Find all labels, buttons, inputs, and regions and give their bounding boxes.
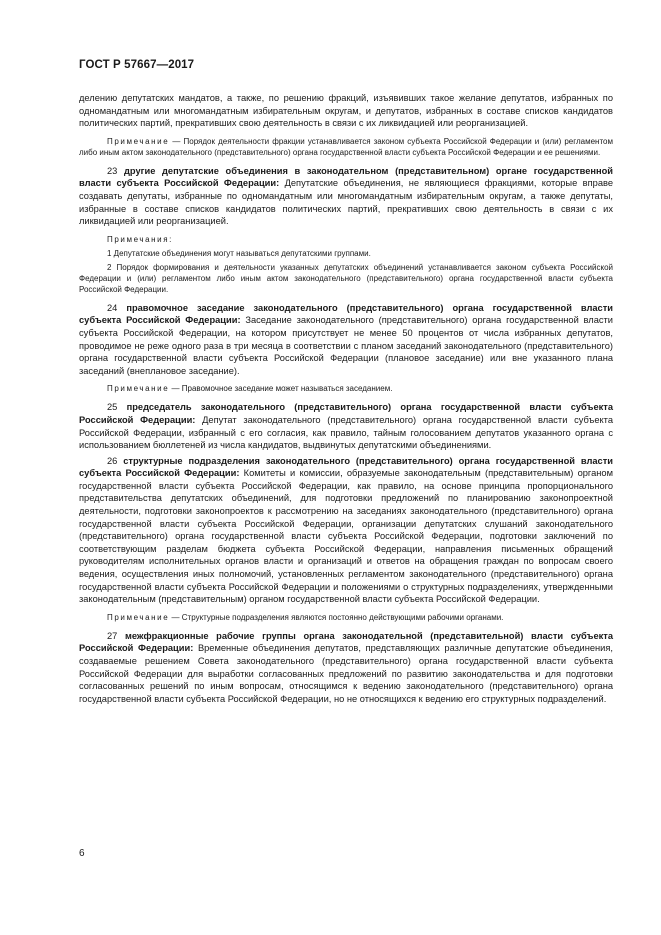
page-number: 6 [79, 848, 85, 859]
document-header: ГОСТ Р 57667—2017 [79, 59, 195, 71]
intro-note [79, 136, 613, 158]
term-title: председатель законодательного (представительного) органа государственной власти субъекта Российской Федерации: [79, 402, 613, 425]
term-25 [79, 401, 613, 451]
notes-label: Примечания: [107, 234, 174, 244]
term-24 [79, 302, 613, 378]
term-definition: Заседание законодательного (представительного) органа государственной власти субъекта Российской Федерации, на котором присутствует не менее 50 процентов от числа избранных депутатов, проводимое не реже одного раза в три месяца в соответствии с планом заседаний законодательного (представительного) органа государственной власти субъекта Российской Федерации (плановое заседание) или вне указанного плана заседаний (внеплановое заседание). [79, 315, 613, 376]
note-text: — Правомочное заседание может называться заседанием. [171, 384, 393, 394]
term-number: 26 [107, 455, 118, 466]
term-definition: Комитеты и комиссии, образуемые законодательным (представительным) органом государственной власти субъекта Российской Федерации, как правило, на основе принципа пропорционального представительства депутатских объединений, для подготовки предложений по планированию законопроектной деятельности, подготовки законопроектов к рассмотрению на заседаниях законодательного (представительного) органа государственной власти субъекта Российской Федерации, организации депутатских слушаний законодательного (представительного) органа государственной власти субъекта Российской Федерации, подготовки заключений по соответствующим разделам бюджета субъекта Российской Федерации, направления письменных обращений руководителям исполнительных органов власти и организаций и ответов на обращения граждан по вопросам своего ведения, осуществления иных полномочий, установленных регламентом законодательного (представительного) органа государственной власти субъекта Российской Федерации и положениями о структурных подразделениях, утвержденными законодательным (представительным) органом государственной власти субъекта Российской Федерации. [79, 468, 613, 605]
note-text: — Структурные подразделения являются постоянно действующими рабочими органами. [171, 612, 504, 622]
term-26 [79, 455, 613, 606]
term-23-note-2: 2 Порядок формирования и деятельности указанных депутатских объединений устанавливается законом субъекта Российской Федерации и (или) регламентом либо иным актом законодательного (представительного) органа государственной власти субъекта Российской Федерации. [79, 262, 613, 294]
term-number: 27 [107, 630, 118, 641]
term-23-note-1: 1 Депутатские объединения могут называться депутатскими группами. [107, 248, 371, 258]
term-definition: Временные объединения депутатов, представляющих различные депутатские объединения, создаваемые решением Совета законодательного (представительного) органа государственной власти субъекта Российской Федерации для выработки согласованных предложений по развитию законодательства и для подготовки согласованных решений по иным вопросам, относящимся к ведению законодательного (представительного) органа государственной власти субъекта Российской Федерации, но не относящихся к ведению его структурных подразделений. [79, 643, 613, 704]
term-number: 25 [107, 402, 118, 413]
note-label: Примечание [107, 136, 170, 146]
term-definition: Депутат законодательного (представительного) органа государственной власти субъекта Российской Федерации, избранный с его согласия, как правило, тайным голосованием депутатов указанного органа с использованием бюллетеней из числа кандидатов, выдвинутых депутатскими объединениями. [79, 414, 614, 451]
term-number: 23 [107, 165, 118, 176]
term-27 [79, 630, 613, 706]
term-title: межфракционные рабочие группы органа законодательной (представительной) власти субъекта Российской Федерации: [79, 630, 613, 654]
note-label: Примечание [107, 384, 170, 394]
term-number: 24 [107, 302, 118, 313]
term-23 [79, 165, 613, 228]
term-definition: Депутатские объединения, не являющиеся фракциями, которые вправе создавать депутаты, избранные по одномандатным или многомандатным избирательным округам, а также депутаты, избранные в составе списков кандидатов политических партий, прекративших свою деятельность в связи с их ликвидацией или реорганизацией. [79, 178, 613, 227]
term-23-notes-label [79, 234, 613, 245]
intro-paragraph: делению депутатских мандатов, а также, по решению фракций, изъявивших такое желание депутатов, избранных по одномандатным или многомандатным избирательным округам, и депутатов, избранных в составе списков кандидатов политических партий, прекративших свою деятельность в связи с их ликвидацией или реорганизацией. [79, 93, 613, 129]
term-title: правомочное заседание законодательного (представительного) органа государственной власти субъекта Российской Федерации: [79, 302, 613, 326]
term-title: другие депутатские объединения в законодательном (представительном) органе государственной власти субъекта Российской Федерации: [79, 165, 613, 189]
document-body [79, 92, 613, 705]
note-text: — Порядок деятельности фракции устанавливается законом субъекта Российской Федерации и (или) регламентом либо иным актом законодательного (представительного) органа государственной власти субъекта Российской Федерации и ее решениями. [79, 136, 613, 157]
term-title: структурные подразделения законодательного (представительного) органа государственной власти субъекта Российской Федерации: [79, 455, 613, 479]
note-label: Примечание [107, 612, 170, 622]
term-26-note [79, 612, 613, 623]
term-24-note [79, 383, 613, 394]
